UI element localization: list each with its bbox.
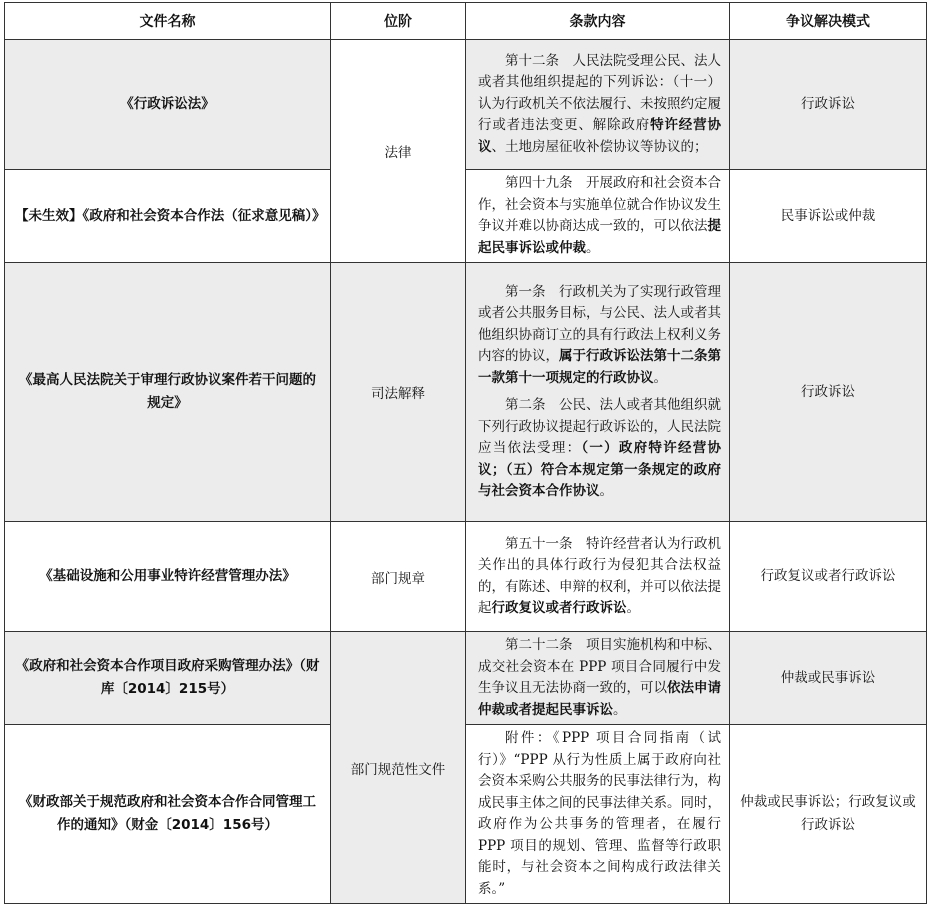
table-row [5,725,927,904]
clause-text: 。 [613,701,627,718]
document-name-cell: 【未生效】《政府和社会资本合作法（征求意见稿）》 [5,170,331,263]
dispute-mode-cell: 仲裁或民事诉讼；行政复议或行政诉讼 [730,725,927,904]
clause-text: 第十二条 人民法院受理公民、法人或者其他组织提起的下列诉讼：（十一）认为行政机关不依法履行、未按照约定履行或者违法变更、解除政府 [478,52,721,134]
table-row [5,170,927,263]
dispute-mode-cell: 仲裁或民事诉讼 [730,632,927,725]
dispute-mode-cell: 行政诉讼 [730,40,927,170]
clause-content-cell [466,725,730,904]
document-name-cell: 《政府和社会资本合作项目政府采购管理办法》（财库〔2014〕215号） [5,632,331,725]
clause-paragraph [478,534,721,620]
regulation-table [4,2,927,904]
level-cell: 司法解释 [331,263,466,522]
header-clause-content: 条款内容 [466,3,730,40]
table-row [5,40,927,170]
clause-emphasis: 提起民事诉讼或仲裁 [478,218,721,256]
header-row [5,3,927,40]
clause-text: 。 [599,483,613,499]
clause-text: 第二条 公民、法人或者其他组织就下列行政协议提起行政诉讼的，人民法院应当依法受理： [478,397,721,456]
clause-paragraph [478,635,721,721]
clause-text: 第五十一条 特许经营者认为行政机关作出的具体行政行为侵犯其合法权益的，有陈述、申辩的权利，并可以依法提起 [478,535,721,616]
table-row [5,632,927,725]
clause-paragraph [478,395,721,503]
clause-text: 、土地房屋征收补偿协议等协议的； [491,138,708,155]
clause-text: 第四十九条 开展政府和社会资本合作，社会资本与实施单位就合作协议发生争议并难以协商达成一致的，可以依法 [478,175,721,234]
clause-content-cell [466,40,730,170]
clause-content-cell [466,522,730,632]
level-cell: 法律 [331,40,466,263]
clause-content-cell [466,632,730,725]
clause-emphasis: 特许经营协议 [478,117,721,155]
document-name-cell: 《最高人民法院关于审理行政协议案件若干问题的规定》 [5,263,331,522]
header-dispute-mode: 争议解决模式 [730,3,927,40]
clause-paragraph [478,282,721,390]
clause-text: 第一条 行政机关为了实现行政管理或者公共服务目标，与公民、法人或者其他组织协商订立的具有行政法上权利义务内容的协议， [478,283,721,364]
document-name-cell: 《基础设施和公用事业特许经营管理办法》 [5,522,331,632]
document-name-cell: 《行政诉讼法》 [5,40,331,170]
table-row [5,263,927,522]
clause-text: 附件：《PPP 项目合同指南（试行）》“PPP 从行为性质上属于政府向社会资本采购公共服务的民事法律行为，构成民事主体之间的民事法律关系。同时，政府作为公共事务的管理者，在履行 PPP 项目的规划、管理、监督等行政职能时，与社会资本之间构成行政法律关系。” [478,730,721,897]
clause-text: 第二十二条 项目实施机构和中标、成交社会资本在 PPP 项目合同履行中发生争议且无法协商一致的，可以 [478,637,721,696]
header-level: 位阶 [331,3,466,40]
clause-emphasis: 属于行政诉讼法第十二条第一款第十一项规定的行政协议 [478,348,721,386]
level-cell: 部门规范性文件 [331,632,466,904]
document-name-cell: 《财政部关于规范政府和社会资本合作合同管理工作的通知》（财金〔2014〕156号） [5,725,331,904]
dispute-mode-cell: 行政复议或者行政诉讼 [730,522,927,632]
clause-text: 。 [586,239,600,256]
dispute-mode-cell: 行政诉讼 [730,263,927,522]
clause-text: 。 [653,369,667,386]
clause-emphasis: （一）政府特许经营协议；（五）符合本规定第一条规定的政府与社会资本合作协议 [478,440,721,499]
clause-content-cell [466,263,730,522]
clause-paragraph [478,173,721,259]
clause-text: 。 [626,600,640,616]
clause-emphasis: 行政复议或者行政诉讼 [491,600,627,616]
clause-paragraph [478,728,721,900]
clause-emphasis: 依法申请仲裁或者提起民事诉讼 [478,680,721,718]
header-document-name: 文件名称 [5,3,331,40]
clause-content-cell [466,170,730,263]
clause-paragraph [478,51,721,159]
table-row [5,522,927,632]
level-cell: 部门规章 [331,522,466,632]
dispute-mode-cell: 民事诉讼或仲裁 [730,170,927,263]
